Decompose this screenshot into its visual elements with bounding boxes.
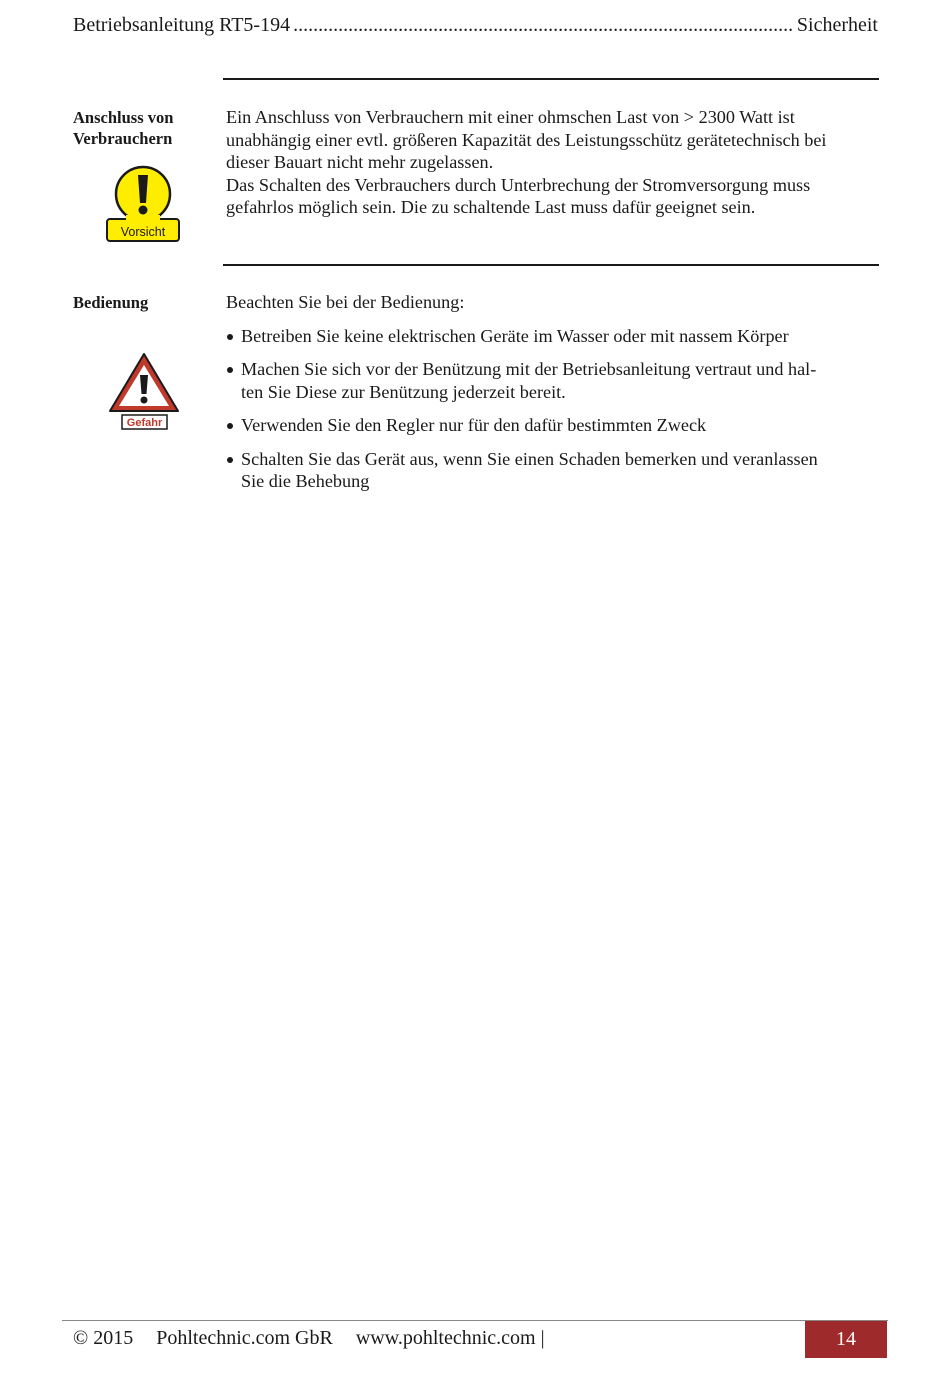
list-item: Machen Sie sich vor der Benützung mit der Betriebsanleitung vertraut und hal- ten Sie Diese zur Benützung jederzeit bereit.	[226, 358, 878, 403]
paragraph-line: dieser Bauart nicht mehr zugelassen.	[226, 152, 494, 172]
paragraph-line: unabhängig einer evtl. größeren Kapazität des Leistungsschütz gerätetechnisch bei	[226, 129, 827, 150]
bullet-list	[226, 325, 878, 493]
document-title: Betriebsanleitung RT5-194	[73, 14, 291, 36]
page-header	[73, 14, 878, 37]
footer-divider	[62, 1320, 888, 1321]
page-number-box	[805, 1321, 887, 1358]
list-item: Schalten Sie das Gerät aus, wenn Sie einen Schaden bemerken und veranlassen Sie die Behebung	[226, 448, 878, 493]
section-body-anschluss	[226, 106, 878, 219]
dot-leader	[293, 14, 794, 37]
gefahr-warning-triangle-icon	[107, 351, 181, 431]
side-label-line: Verbrauchern	[73, 129, 173, 148]
section-body-bedienung	[226, 291, 878, 493]
side-label-line: Anschluss von	[73, 108, 174, 127]
section-divider	[223, 264, 879, 266]
website-link[interactable]: www.pohltechnic.com |	[355, 1327, 545, 1349]
list-item: Verwenden Sie den Regler nur für den dafür bestimmten Zweck	[226, 414, 878, 437]
paragraph-line: Ein Anschluss von Verbrauchern mit einer ohmschen Last von > 2300 Watt ist	[226, 107, 795, 127]
list-item: Betreiben Sie keine elektrischen Geräte im Wasser oder mit nassem Körper	[226, 325, 878, 348]
section-title: Sicherheit	[796, 14, 878, 36]
company-name: Pohltechnic.com GbR	[156, 1327, 333, 1349]
paragraph-line: gefahrlos möglich sein. Die zu schaltende Last muss dafür geeignet sein.	[226, 197, 756, 217]
section-divider	[223, 78, 879, 80]
side-label-bedienung	[73, 292, 148, 313]
vorsicht-warning-icon	[106, 165, 182, 243]
page-footer	[73, 1327, 563, 1350]
page-number: 14	[836, 1328, 856, 1350]
copyright: © 2015	[73, 1327, 134, 1349]
side-label-line: Bedienung	[73, 293, 149, 312]
vorsicht-label: Vorsicht	[120, 225, 166, 239]
side-label-anschluss	[73, 107, 173, 149]
intro-text: Beachten Sie bei der Bedienung:	[226, 292, 465, 312]
paragraph-line: Das Schalten des Verbrauchers durch Unterbrechung der Stromversorgung muss	[226, 174, 811, 195]
gefahr-label: Gefahr	[126, 417, 163, 429]
